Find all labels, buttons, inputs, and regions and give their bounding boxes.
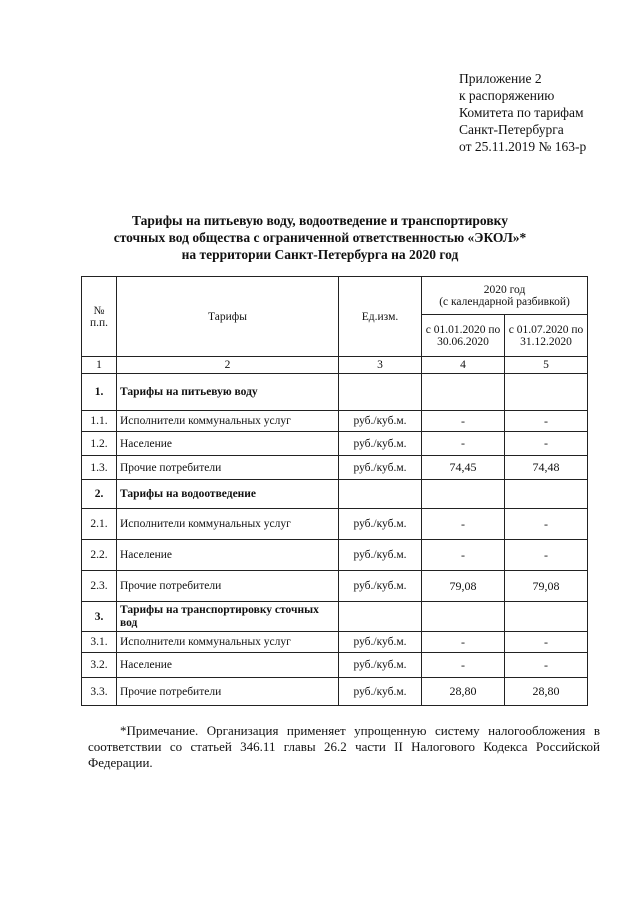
row-name: Прочие потребители bbox=[117, 571, 339, 602]
row-name: Население bbox=[117, 653, 339, 678]
appendix-line: к распоряжению bbox=[459, 88, 555, 103]
row-value-period-2: - bbox=[505, 540, 588, 571]
section-num: 3. bbox=[82, 602, 117, 632]
header-year-line: 2020 год bbox=[483, 283, 526, 296]
row-value-period-2: - bbox=[505, 432, 588, 456]
row-value-period-1: - bbox=[422, 632, 505, 653]
section-title: Тарифы на питьевую воду bbox=[117, 374, 339, 411]
column-number: 1 bbox=[82, 357, 117, 374]
section-title: Тарифы на транспортировку сточных вод bbox=[117, 602, 339, 632]
row-unit: руб./куб.м. bbox=[339, 456, 422, 480]
row-value-period-1: 28,80 bbox=[422, 678, 505, 706]
row-value-period-1: - bbox=[422, 411, 505, 432]
row-num: 2.1. bbox=[82, 509, 117, 540]
table-row bbox=[82, 540, 588, 571]
row-value-period-1: 79,08 bbox=[422, 571, 505, 602]
row-value-period-1: - bbox=[422, 653, 505, 678]
header-period-2: с 01.07.2020 по 31.12.2020 bbox=[505, 315, 588, 357]
row-num: 2.2. bbox=[82, 540, 117, 571]
table-row bbox=[82, 411, 588, 432]
row-name: Население bbox=[117, 432, 339, 456]
document-title bbox=[70, 212, 570, 263]
row-num: 1.3. bbox=[82, 456, 117, 480]
header-year bbox=[422, 277, 588, 315]
row-num: 1.1. bbox=[82, 411, 117, 432]
table-row bbox=[82, 632, 588, 653]
title-line: Тарифы на питьевую воду, водоотведение и транспортировку bbox=[132, 213, 508, 228]
appendix-line: Санкт-Петербурга bbox=[459, 122, 564, 137]
footnote bbox=[88, 723, 600, 771]
header-tariffs: Тарифы bbox=[117, 277, 339, 357]
footnote-text: *Примечание. Организация применяет упрощенную систему налогообложения в соответствии со статьей 346.11 главы 26.2 части II Налогового Кодекса Российской Федерации. bbox=[88, 723, 600, 770]
row-name: Исполнители коммунальных услуг bbox=[117, 411, 339, 432]
row-unit: руб./куб.м. bbox=[339, 540, 422, 571]
header-period-1: с 01.01.2020 по 30.06.2020 bbox=[422, 315, 505, 357]
header-num: № п.п. bbox=[82, 277, 117, 357]
row-value-period-2: 79,08 bbox=[505, 571, 588, 602]
row-value-period-1: - bbox=[422, 509, 505, 540]
row-unit: руб./куб.м. bbox=[339, 432, 422, 456]
row-unit: руб./куб.м. bbox=[339, 653, 422, 678]
row-value-period-2: - bbox=[505, 632, 588, 653]
column-number: 4 bbox=[422, 357, 505, 374]
row-unit: руб./куб.м. bbox=[339, 509, 422, 540]
row-num: 3.1. bbox=[82, 632, 117, 653]
row-value-period-2: - bbox=[505, 653, 588, 678]
row-value-period-2: 74,48 bbox=[505, 456, 588, 480]
section-row bbox=[82, 374, 588, 411]
row-unit: руб./куб.м. bbox=[339, 411, 422, 432]
row-num: 3.3. bbox=[82, 678, 117, 706]
column-number: 5 bbox=[505, 357, 588, 374]
column-number: 3 bbox=[339, 357, 422, 374]
table-row bbox=[82, 678, 588, 706]
row-num: 1.2. bbox=[82, 432, 117, 456]
column-number: 2 bbox=[117, 357, 339, 374]
appendix-header bbox=[459, 70, 586, 155]
header-unit: Ед.изм. bbox=[339, 277, 422, 357]
title-line: на территории Санкт-Петербурга на 2020 год bbox=[181, 247, 459, 262]
row-value-period-1: - bbox=[422, 432, 505, 456]
section-row bbox=[82, 602, 588, 632]
section-num: 2. bbox=[82, 480, 117, 509]
title-line: сточных вод общества с ограниченной ответственностью «ЭКОЛ»* bbox=[113, 230, 527, 245]
table-row bbox=[82, 509, 588, 540]
row-name: Исполнители коммунальных услуг bbox=[117, 509, 339, 540]
header-year-subline: (с календарной разбивкой) bbox=[439, 295, 570, 308]
table-row bbox=[82, 653, 588, 678]
row-unit: руб./куб.м. bbox=[339, 632, 422, 653]
row-unit: руб./куб.м. bbox=[339, 678, 422, 706]
section-row bbox=[82, 480, 588, 509]
row-value-period-2: 28,80 bbox=[505, 678, 588, 706]
table-row bbox=[82, 432, 588, 456]
column-numbers-row bbox=[82, 357, 588, 374]
row-num: 2.3. bbox=[82, 571, 117, 602]
row-num: 3.2. bbox=[82, 653, 117, 678]
appendix-line: Приложение 2 bbox=[459, 71, 542, 86]
row-name: Прочие потребители bbox=[117, 456, 339, 480]
section-num: 1. bbox=[82, 374, 117, 411]
section-title: Тарифы на водоотведение bbox=[117, 480, 339, 509]
row-name: Население bbox=[117, 540, 339, 571]
row-name: Исполнители коммунальных услуг bbox=[117, 632, 339, 653]
row-value-period-2: - bbox=[505, 411, 588, 432]
row-value-period-1: - bbox=[422, 540, 505, 571]
row-unit: руб./куб.м. bbox=[339, 571, 422, 602]
appendix-line: Комитета по тарифам bbox=[459, 105, 584, 120]
row-value-period-2: - bbox=[505, 509, 588, 540]
table-row bbox=[82, 456, 588, 480]
tariffs-table bbox=[81, 276, 588, 706]
appendix-line: от 25.11.2019 № 163-р bbox=[459, 139, 587, 154]
table-row bbox=[82, 571, 588, 602]
row-value-period-1: 74,45 bbox=[422, 456, 505, 480]
row-name: Прочие потребители bbox=[117, 678, 339, 706]
